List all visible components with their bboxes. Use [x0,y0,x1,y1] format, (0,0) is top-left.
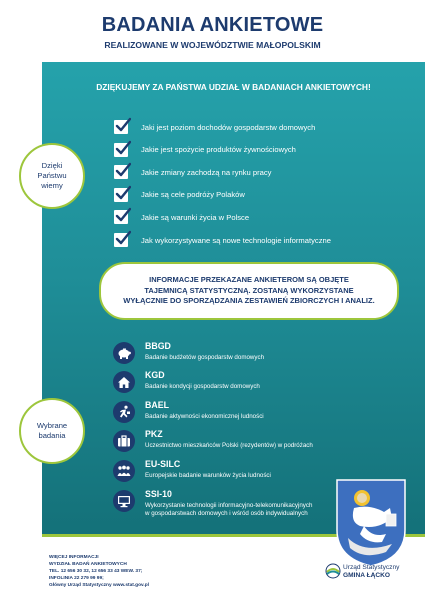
computer-icon [113,490,135,512]
bubble-line: Dzięki [41,161,63,171]
thanks-heading: DZIĘKUJEMY ZA PAŃSTWA UDZIAŁ W BADANIACH ANKIETOWYCH! [96,82,371,92]
notice-line: WYŁĄCZNIE DO SPORZĄDZANIA ZESTAWIEŃ ZBIORCZYCH I ANALIZ. [123,296,375,306]
survey-code: PKZ [145,429,163,439]
stat-office-logo-icon [325,563,341,579]
checklist-item-text: Jakie zmiany zachodzą na rynku pracy [141,167,272,177]
people-icon [113,460,135,482]
checklist-item-text: Jakie jest spożycie produktów żywnościowych [141,145,296,155]
checklist-item-text: Jakie są cele podróży Polaków [141,190,245,200]
notice-line: TAJEMNICĄ STATYSTYCZNĄ. ZOSTANĄ WYKORZYSTANE [144,285,354,295]
thanks-to-you-bubble [19,143,85,209]
notice-line: INFORMACJE PRZEKAZANE ANKIETEROM SĄ OBJĘTE [149,274,349,284]
bubble-line: badania [38,431,66,440]
survey-code: BBGD [145,341,171,351]
checkmark-icon [114,210,128,224]
checklist-item [114,232,331,248]
footer-line: TEL. 12 656 30 32, 12 656 33 43 WEW. 37; [49,568,143,574]
survey-code: KGD [145,370,165,380]
checklist-item [114,164,271,180]
survey-desc: Badanie budżetów gospodarstw domowych [145,354,265,361]
logo-line: GMINA ŁĄCKO [343,572,391,579]
footer-line: WIĘCEJ INFORMACJI [49,555,99,560]
survey-code: BAEL [145,400,169,410]
checklist-item [114,209,249,225]
suitcase-icon [113,430,135,452]
checkmark-icon [114,165,128,179]
bubble-line: Państwu [37,171,67,181]
checklist-item [114,187,245,203]
house-icon [113,371,135,393]
survey-desc: Badanie aktywności ekonomicznej ludności [145,413,264,420]
footer-contact [49,555,149,590]
survey-desc: Badanie kondycji gospodarstw domowych [145,383,260,390]
checklist-item-text: Jakie są warunki życia w Polsce [141,212,250,222]
survey-code: SSI-10 [145,489,172,499]
survey-desc: w gospodarstwach domowych i wśród osób indywidualnych [145,510,308,518]
checklist-item [114,142,296,158]
checkmark-icon [114,233,128,247]
checklist-item-text: Jak wykorzystywane są nowe technologie informatyczne [141,235,331,245]
checkmark-icon [114,120,128,134]
checkmark-icon [114,188,128,202]
page-subtitle: REALIZOWANE W WOJEWÓDZTWIE MAŁOPOLSKIM [104,40,321,50]
bubble-line: Wybrane [36,421,68,431]
checkmark-icon [114,143,128,157]
piggy-bank-icon [113,342,135,364]
survey-desc: Uczestnictwo mieszkańców Polski (rezydentów) w podróżach [145,442,313,449]
checklist-item [114,119,315,135]
footer-line: WYDZIAŁ BADAŃ ANKIETOWYCH [49,561,127,567]
coat-of-arms-image [334,478,408,568]
confidentiality-notice [99,262,399,320]
logo-line: Urząd Statystyczny [343,564,400,571]
survey-desc: Wykorzystanie technologii informacyjno-telekomunikacyjnych [145,502,313,509]
running-person-icon [113,401,135,423]
selected-surveys-bubble [19,398,85,464]
office-logo [325,561,405,587]
survey-desc: Europejskie badanie warunków życia ludności [145,472,271,479]
footer-link[interactable]: Główny Urząd Statystyczny www.stat.gov.pl [49,582,149,588]
checklist-item-text: Jaki jest poziom dochodów gospodarstw domowych [141,122,316,132]
survey-code: EU-SILC [145,459,181,469]
page-title: BADANIA ANKIETOWE [101,14,324,36]
footer-line: INFOLINIA 22 279 99 99; [49,575,104,581]
bubble-line: wiemy [41,180,63,190]
